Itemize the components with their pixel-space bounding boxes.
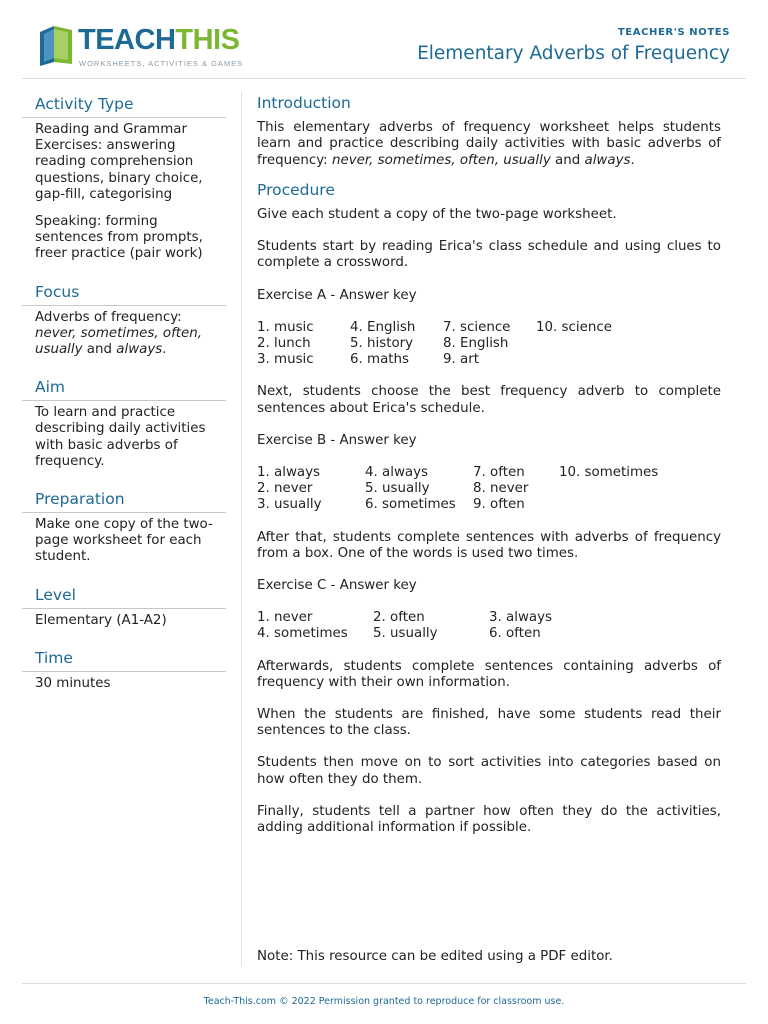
procedure-step-3: Next, students choose the best frequency adverb to complete sentences about Erica's schedule.	[257, 384, 721, 416]
answer-item: 2. often	[373, 610, 425, 626]
logo-wordmark	[78, 24, 239, 57]
answer-item: 4. English	[350, 319, 416, 335]
teachers-notes-label: TEACHER'S NOTES	[617, 27, 730, 38]
procedure-step-2: Students start by reading Erica's class schedule and using clues to complete a crossword.	[257, 239, 721, 271]
answer-item: 3. music	[257, 352, 314, 368]
logo-tagline: WORKSHEETS, ACTIVITIES & GAMES	[79, 59, 244, 68]
logo-this: THIS	[175, 24, 240, 56]
document-title: Elementary Adverbs of Frequency	[417, 43, 730, 64]
answer-item: 10. science	[536, 319, 612, 335]
answer-item: 4. always	[365, 465, 429, 481]
answer-item	[559, 497, 669, 513]
answer-item: 6. sometimes	[365, 497, 456, 513]
focus-text: Adverbs of frequency: never, sometimes, often, usually and always.	[35, 309, 203, 358]
sidebar	[22, 92, 226, 709]
aim-heading: Aim	[22, 375, 226, 401]
teach-this-logo	[36, 22, 244, 70]
activity-type-heading: Activity Type	[22, 92, 226, 118]
procedure-step-8: Finally, students tell a partner how often they do the activities, adding additional information if possible.	[257, 803, 721, 836]
answer-item: 3. always	[489, 610, 553, 626]
answer-item: 8. never	[473, 481, 529, 497]
answer-item: 2. never	[257, 481, 313, 497]
answer-item: 5. usually	[365, 481, 430, 497]
answer-item: 8. English	[443, 336, 509, 352]
answer-item: 9. art	[443, 352, 479, 368]
logo-teach: TEACH	[78, 24, 176, 56]
main-content	[257, 92, 721, 852]
level-heading: Level	[22, 583, 226, 609]
activity-type-text: Reading and Grammar Exercises: answering reading comprehension questions, binary choice, gap-fill, categorising	[35, 122, 203, 202]
answer-item: 2. lunch	[257, 336, 311, 352]
exercise-a-answer-key	[257, 320, 721, 369]
editing-note: Note: This resource can be edited using a PDF editor.	[257, 949, 613, 964]
answer-item: 5. usually	[373, 626, 438, 642]
procedure-heading: Procedure	[257, 180, 335, 199]
exercise-c-label: Exercise C - Answer key	[257, 578, 417, 594]
introduction-heading: Introduction	[257, 94, 351, 112]
activity-type-speaking: Speaking: forming sentences from prompts, freer practice (pair work)	[35, 214, 203, 262]
book-icon	[36, 22, 76, 68]
preparation-heading: Preparation	[22, 487, 226, 513]
time-section	[22, 646, 226, 692]
answer-item: 9. often	[473, 497, 525, 513]
procedure-step-4: After that, students complete sentences with adverbs of frequency from a box. One of the words is used two times.	[257, 529, 721, 561]
answer-item: 1. never	[257, 610, 313, 626]
answer-item: 7. science	[443, 319, 511, 335]
answer-item: 7. often	[473, 465, 525, 481]
preparation-section	[22, 487, 226, 566]
procedure-step-1: Give each student a copy of the two-page worksheet.	[257, 207, 617, 223]
answer-item: 6. maths	[350, 352, 409, 368]
answer-item: 1. music	[257, 319, 314, 335]
time-text: 30 minutes	[35, 675, 111, 691]
aim-text: To learn and practice describing daily activities with basic adverbs of frequency.	[35, 405, 206, 469]
answer-item	[559, 481, 669, 497]
page-header	[22, 18, 746, 79]
footer-copyright: Teach-This.com © 2022 Permission granted to reproduce for classroom use.	[203, 996, 565, 1007]
answer-item: 5. history	[350, 336, 414, 352]
answer-item: 6. often	[489, 626, 541, 642]
answer-item: 4. sometimes	[257, 626, 348, 642]
answer-item: 10. sometimes	[559, 465, 659, 481]
procedure-step-6: When the students are finished, have some students read their sentences to the class.	[257, 707, 721, 739]
footer-divider	[22, 983, 746, 984]
procedure-step-7: Students then move on to sort activities into categories based on how often they do them.	[257, 755, 721, 787]
answer-item	[536, 336, 626, 352]
time-heading: Time	[22, 646, 226, 672]
level-text: Elementary (A1-A2)	[35, 612, 167, 628]
focus-section	[22, 280, 226, 359]
focus-heading: Focus	[22, 280, 226, 306]
answer-item: 3. usually	[257, 497, 322, 513]
preparation-text: Make one copy of the two-page worksheet for each student.	[35, 517, 213, 565]
exercise-c-answer-key	[257, 610, 721, 642]
procedure-step-5: Afterwards, students complete sentences containing adverbs of frequency with their own information.	[257, 658, 721, 690]
activity-type-section	[22, 92, 226, 263]
answer-item	[536, 352, 626, 368]
introduction-text: This elementary adverbs of frequency worksheet helps students learn and practice describing daily activities with basic adverbs of frequency: never, sometimes, often, usually and always.	[257, 120, 721, 168]
aim-section	[22, 375, 226, 470]
exercise-a-label: Exercise A - Answer key	[257, 287, 417, 303]
exercise-b-label: Exercise B - Answer key	[257, 432, 417, 448]
level-section	[22, 583, 226, 629]
column-divider	[241, 92, 242, 966]
answer-item: 1. always	[257, 465, 321, 481]
exercise-b-answer-key	[257, 465, 721, 514]
